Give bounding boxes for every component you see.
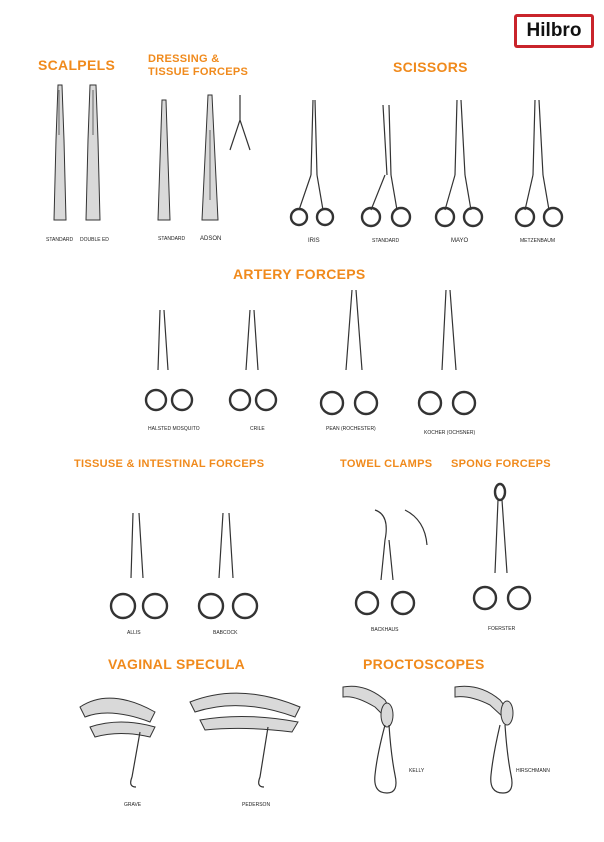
scissors-iris [291, 100, 333, 225]
caption-vaginal-grave: GRAVE [124, 802, 142, 808]
tissue-forceps-illustration [95, 478, 275, 628]
section-title-scalpels: SCALPELS [38, 57, 116, 73]
scissors-illustration [285, 95, 585, 235]
caption-vaginal-pederson: PEDERSON [242, 802, 271, 808]
scissors-metzenbaum [516, 100, 562, 226]
caption-scissors-metzenbaum: METZENBAUM [520, 238, 555, 244]
brand-logo [514, 14, 594, 48]
scissors-standard [362, 105, 410, 226]
caption-towel-backhaus: BACKHAUS [371, 627, 399, 633]
caption-scissors-standard: STANDARD [372, 238, 400, 244]
caption-artery-kocher: KOCHER (OCHSNER) [424, 430, 476, 436]
artery-forceps-illustration [130, 285, 500, 425]
caption-scalpel-double: DOUBLE ED [80, 237, 109, 243]
spong-forceps-illustration [455, 478, 550, 623]
brand-logo-text: Hilbro [517, 17, 591, 45]
scalpels-illustration [40, 80, 110, 230]
proctoscopes-illustration [335, 675, 545, 805]
forceps-babcock [199, 513, 257, 618]
section-title-artery: ARTERY FORCEPS [233, 266, 366, 282]
caption-dressing-standard: STANDARD [158, 236, 186, 242]
section-title-dressing-line2: TISSUE FORCEPS [148, 66, 249, 78]
forceps-halsted [146, 310, 192, 410]
dressing-forceps-illustration [150, 90, 270, 230]
caption-artery-halsted: HALSTED MOSQUITO [148, 426, 200, 432]
caption-procto-hirschmann: HIRSCHMANN [516, 768, 550, 774]
caption-artery-crile: CRILE [250, 426, 265, 432]
forceps-kocher [419, 290, 475, 414]
forceps-crile [230, 310, 276, 410]
section-title-tissue: TISSUSE & INTESTINAL FORCEPS [74, 458, 265, 470]
caption-dressing-adson: ADSON [200, 236, 222, 242]
caption-procto-kelly: KELLY [409, 768, 425, 774]
caption-scissors-mayo: MAYO [451, 238, 469, 244]
vaginal-specula-illustration [70, 682, 300, 802]
section-title-scissors: SCISSORS [393, 59, 468, 75]
forceps-pean [321, 290, 377, 414]
caption-tissue-allis: ALLIS [127, 630, 141, 636]
section-title-dressing-line1: DRESSING & [148, 53, 220, 65]
section-title-vaginal: VAGINAL SPECULA [108, 656, 245, 672]
forceps-allis [111, 513, 167, 618]
caption-scissors-iris: IRIS [308, 238, 320, 244]
towel-clamp-illustration [345, 505, 440, 625]
section-title-towel: TOWEL CLAMPS [340, 458, 433, 470]
caption-artery-pean: PEAN (ROCHESTER) [326, 426, 376, 432]
section-title-spong: SPONG FORCEPS [451, 458, 551, 470]
scissors-mayo [436, 100, 482, 226]
caption-tissue-babcock: BABCOCK [213, 630, 238, 636]
caption-scalpel-standard: STANDARD [46, 237, 74, 243]
caption-spong-foerster: FOERSTER [488, 626, 516, 632]
section-title-procto: PROCTOSCOPES [363, 656, 485, 672]
